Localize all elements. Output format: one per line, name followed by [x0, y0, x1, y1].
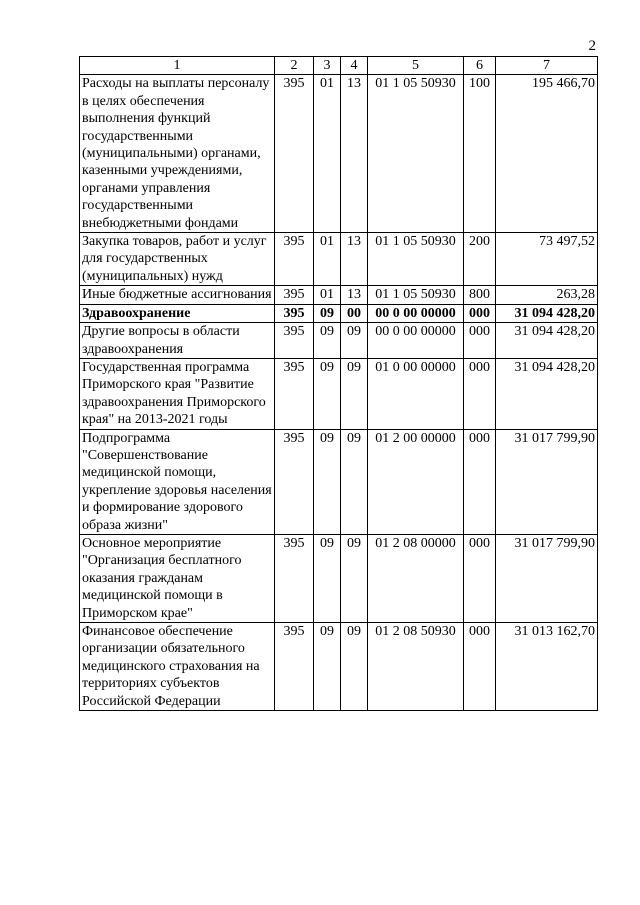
table-row — [80, 429, 598, 534]
row-name: Расходы на выплаты персоналу в целях обеспечения выполнения функций государственными (муниципальными) органами, казенными учреждениями, органами управления государственными внебюджетными фондами — [80, 75, 275, 233]
row-code-section: 09 — [314, 534, 341, 622]
row-code-subsection: 09 — [341, 623, 368, 711]
row-amount: 73 497,52 — [496, 233, 598, 286]
column-header-4: 4 — [341, 57, 368, 75]
row-amount: 195 466,70 — [496, 75, 598, 233]
column-header-5: 5 — [368, 57, 464, 75]
row-code-target: 01 2 08 00000 — [368, 534, 464, 622]
table-row — [80, 75, 598, 233]
row-name: Государственная программа Приморского края "Развитие здравоохранения Приморского края" на 2013-2021 годы — [80, 358, 275, 429]
page-number: 2 — [588, 38, 596, 54]
row-code-target: 01 1 05 50930 — [368, 233, 464, 286]
row-amount: 263,28 — [496, 286, 598, 304]
row-code-subsection: 09 — [341, 323, 368, 359]
row-code-expense-type: 000 — [464, 623, 496, 711]
row-code-target: 01 2 00 00000 — [368, 429, 464, 534]
row-code-expense-type: 100 — [464, 75, 496, 233]
row-code-section: 09 — [314, 358, 341, 429]
table-row — [80, 534, 598, 622]
row-name: Закупка товаров, работ и услуг для государственных (муниципальных) нужд — [80, 233, 275, 286]
table-body — [80, 75, 598, 711]
table-row — [80, 286, 598, 304]
row-code-expense-type: 000 — [464, 534, 496, 622]
column-header-1: 1 — [80, 57, 275, 75]
row-code-expense-type: 000 — [464, 429, 496, 534]
row-amount: 31 013 162,70 — [496, 623, 598, 711]
budget-table — [79, 56, 598, 711]
row-code-section: 09 — [314, 429, 341, 534]
column-header-6: 6 — [464, 57, 496, 75]
row-code-admin: 395 — [275, 286, 314, 304]
row-name: Иные бюджетные ассигнования — [80, 286, 275, 304]
table-row — [80, 323, 598, 359]
row-code-target: 01 1 05 50930 — [368, 75, 464, 233]
row-code-admin: 395 — [275, 233, 314, 286]
row-code-expense-type: 000 — [464, 323, 496, 359]
row-name: Основное мероприятие "Организация бесплатного оказания гражданам медицинской помощи в Приморском крае" — [80, 534, 275, 622]
row-code-expense-type: 200 — [464, 233, 496, 286]
row-code-subsection: 09 — [341, 534, 368, 622]
table-row — [80, 623, 598, 711]
row-code-admin: 395 — [275, 429, 314, 534]
row-code-expense-type: 800 — [464, 286, 496, 304]
row-code-admin: 395 — [275, 534, 314, 622]
table-row — [80, 358, 598, 429]
table-row — [80, 233, 598, 286]
row-code-subsection: 09 — [341, 358, 368, 429]
row-code-admin: 395 — [275, 358, 314, 429]
row-code-target: 01 0 00 00000 — [368, 358, 464, 429]
table-header — [80, 57, 598, 75]
row-code-subsection: 09 — [341, 429, 368, 534]
row-code-subsection: 13 — [341, 75, 368, 233]
table-row-section-total — [80, 304, 598, 322]
row-code-subsection: 00 — [341, 304, 368, 322]
row-code-admin: 395 — [275, 323, 314, 359]
row-code-target: 00 0 00 00000 — [368, 304, 464, 322]
row-name: Здравоохранение — [80, 304, 275, 322]
row-name: Финансовое обеспечение организации обязательного медицинского страхования на территориях субъектов Российской Федерации — [80, 623, 275, 711]
column-header-7: 7 — [496, 57, 598, 75]
row-code-section: 01 — [314, 286, 341, 304]
row-code-target: 01 2 08 50930 — [368, 623, 464, 711]
column-header-2: 2 — [275, 57, 314, 75]
header-row — [80, 57, 598, 75]
row-code-admin: 395 — [275, 623, 314, 711]
row-code-admin: 395 — [275, 304, 314, 322]
row-code-target: 01 1 05 50930 — [368, 286, 464, 304]
row-amount: 31 094 428,20 — [496, 323, 598, 359]
row-code-subsection: 13 — [341, 233, 368, 286]
row-code-section: 09 — [314, 304, 341, 322]
column-header-3: 3 — [314, 57, 341, 75]
row-amount: 31 094 428,20 — [496, 304, 598, 322]
row-code-expense-type: 000 — [464, 358, 496, 429]
row-code-section: 09 — [314, 323, 341, 359]
row-amount: 31 017 799,90 — [496, 429, 598, 534]
row-code-expense-type: 000 — [464, 304, 496, 322]
row-name: Другие вопросы в области здравоохранения — [80, 323, 275, 359]
row-amount: 31 017 799,90 — [496, 534, 598, 622]
row-amount: 31 094 428,20 — [496, 358, 598, 429]
row-code-section: 01 — [314, 233, 341, 286]
row-code-admin: 395 — [275, 75, 314, 233]
row-code-section: 01 — [314, 75, 341, 233]
row-code-target: 00 0 00 00000 — [368, 323, 464, 359]
row-code-section: 09 — [314, 623, 341, 711]
row-name: Подпрограмма "Совершенствование медицинской помощи, укрепление здоровья населения и формирование здорового образа жизни" — [80, 429, 275, 534]
row-code-subsection: 13 — [341, 286, 368, 304]
